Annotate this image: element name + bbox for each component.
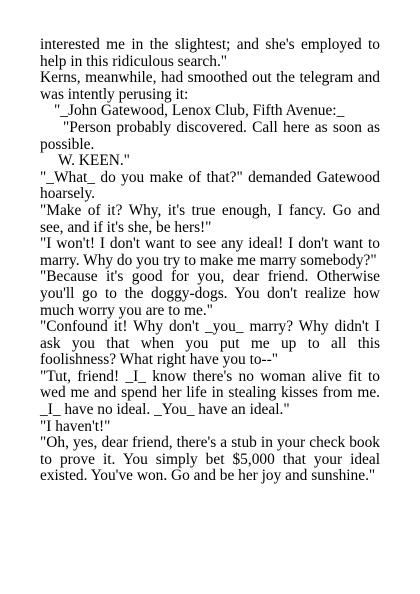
telegram-address: "_John Gatewood, Lenox Club, Fifth Avenue:_ bbox=[54, 102, 345, 120]
paragraph-gatewood-question: "_What_ do you make of that?" demanded Gatewood hoarsely. bbox=[40, 168, 380, 203]
paragraph-i-havent: "I haven't!" bbox=[40, 417, 111, 435]
paragraph-tut-friend: "Tut, friend! _I_ know there's no woman alive fit to wed me and spend her life in stealing kisses from me. _I_ have no ideal. _You_ have an ideal." bbox=[40, 367, 380, 419]
book-page-text bbox=[40, 37, 380, 485]
paragraph-because: "Because it's good for you, dear friend. Otherwise you'll go to the doggy-dogs. You don't realize how much worry you are to me." bbox=[40, 268, 380, 319]
telegram-signature: W. KEEN." bbox=[58, 152, 130, 170]
paragraph-make-of-it: "Make of it? Why, it's true enough, I fancy. Go and see, and if it's she, be hers!" bbox=[40, 201, 380, 236]
paragraph-kerns-telegram: Kerns, meanwhile, had smoothed out the telegram and was intently perusing it: bbox=[40, 69, 380, 103]
paragraph-check-stub: "Oh, yes, dear friend, there's a stub in your check book to prove it. You simply bet $5,000 that your ideal existed. You've won. Go and be her joy and sunshine." bbox=[40, 434, 380, 485]
paragraph-continuation: interested me in the slightest; and she's employed to help in this ridiculous search." bbox=[40, 36, 380, 70]
paragraph-confound-it: "Confound it! Why don't _you_ marry? Why didn't I ask you that when you put me up to all this foolishness? What right have you to--" bbox=[40, 318, 380, 369]
telegram-body: "Person probably discovered. Call here as soon as possible. bbox=[40, 118, 380, 153]
paragraph-i-wont: "I won't! I don't want to see any ideal! I don't want to marry. Why do you try to make me marry somebody?" bbox=[40, 235, 380, 269]
